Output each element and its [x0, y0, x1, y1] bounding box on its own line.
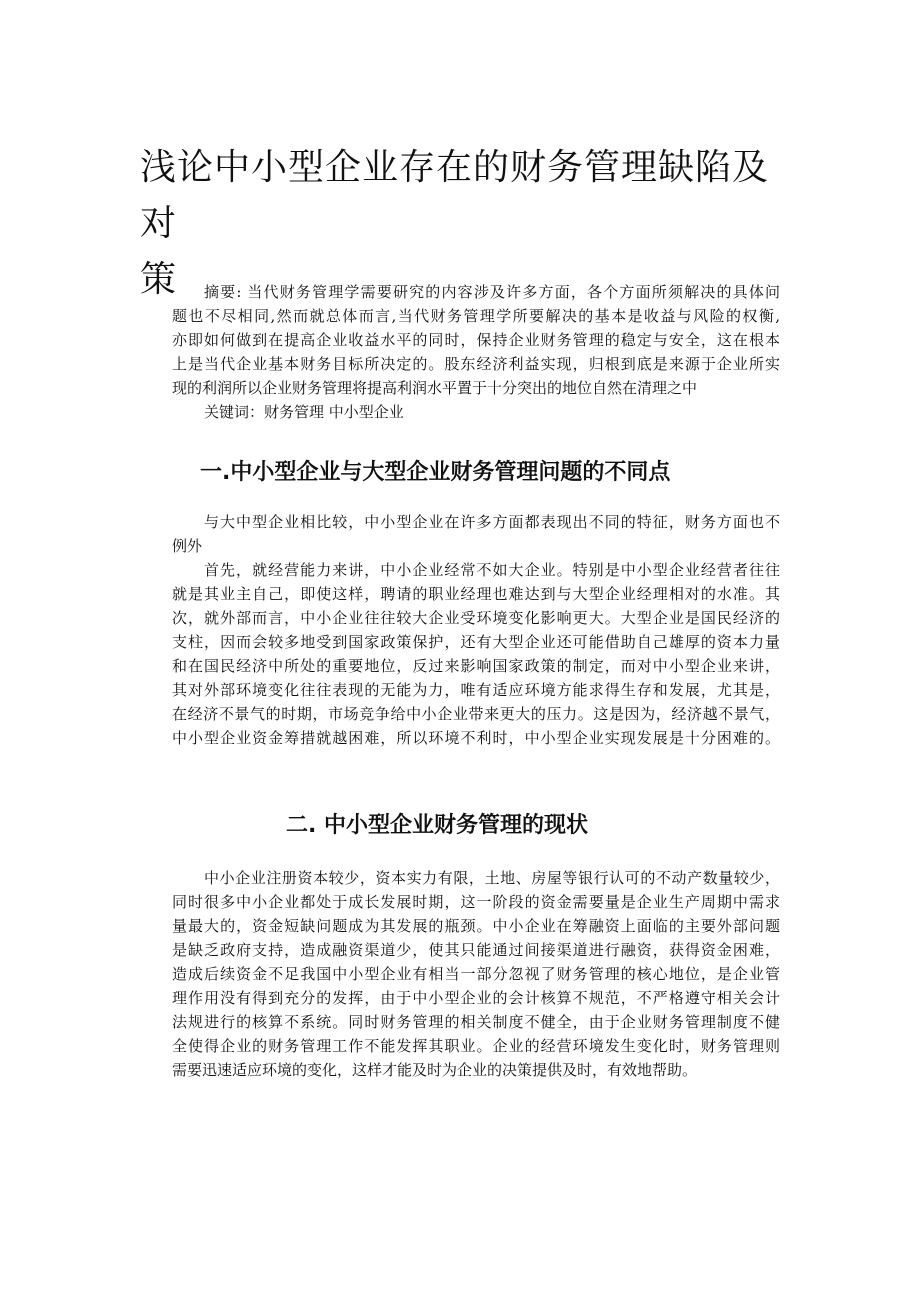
abstract-line: 现的利润所以企业财务管理将提高利润水平置于十分突出的地位自然在清理之中: [172, 379, 698, 397]
section-heading: 二. 中小型企业财务管理的现状: [286, 813, 589, 838]
title-line: 策: [140, 259, 178, 300]
abstract-line: 上是当代企业基本财务目标所决定的。股东经济利益实现，归根到底是来源于企业所实: [172, 355, 780, 373]
paragraph-line: 和在国民经济中所处的重要地位，反过来影响国家政策的制定，而对中小型企业来讲，: [172, 657, 780, 675]
abstract-line: 题也不尽相同,然而就总体而言,当代财务管理学所要解决的基本是收益与风险的权衡,: [172, 307, 780, 325]
paragraph-line: 量最大的，资金短缺问题成为其发展的瓶颈。中小企业在筹融资上面临的主要外部问题: [172, 917, 780, 935]
abstract: [172, 280, 780, 424]
paragraph-line: 法规进行的核算不系统。同时财务管理的相关制度不健全，由于企业财务管理制度不健: [172, 1013, 780, 1031]
paragraph-line: 与大中型企业相比较，中小型企业在许多方面都表现出不同的特征，财务方面也不: [204, 513, 780, 531]
paragraph-line: 造成后续资金不足我国中小型企业有相当一部分忽视了财务管理的核心地位，是企业管: [172, 965, 780, 983]
paragraph-line: 理作用没有得到充分的发挥，由于中小型企业的会计核算不规范，不严格遵守相关会计: [172, 989, 780, 1007]
abstract-line: 亦即如何做到在提高企业收益水平的同时，保持企业财务管理的稳定与安全，这在根本: [172, 331, 780, 349]
paragraph-line: 首先，就经营能力来讲，中小企业经常不如大企业。特别是中小型企业经营者往往: [204, 561, 780, 579]
paragraph-line: 是缺乏政府支持，造成融资渠道少，使其只能通过间接渠道进行融资，获得资金困难，: [172, 941, 780, 959]
paragraph-line: 中小企业注册资本较少，资本实力有限，土地、房屋等银行认可的不动产数量较少，: [204, 869, 780, 887]
keywords: 关键词：财务管理 中小型企业: [204, 403, 404, 421]
paragraph-line: 就是其业主自己，即使这样，聘请的职业经理也难达到与大型企业经理相对的水准。其: [172, 585, 780, 603]
paragraph-line: 其对外部环境变化往往表现的无能为力，唯有适应环境方能求得生存和发展，尤其是，: [172, 681, 780, 699]
section1-body: [172, 510, 780, 750]
title-line: 浅论中小型企业存在的财务管理缺陷及对: [140, 147, 770, 244]
section-heading: 一.中小型企业与大型企业财务管理问题的不同点: [200, 460, 671, 485]
paragraph-line: 同时很多中小企业都处于成长发展时期，这一阶段的资金需要量是企业生产周期中需求: [172, 893, 780, 911]
paragraph-line: 中小型企业资金筹措就越困难，所以环境不利时，中小型企业实现发展是十分困难的。: [172, 729, 780, 747]
paragraph-line: 支柱，因而会较多地受到国家政策保护，还有大型企业还可能借助自己雄厚的资本力量: [172, 633, 780, 651]
abstract-line: 摘要: 当代财务管理学需要研究的内容涉及许多方面，各个方面所须解决的具体问: [204, 283, 780, 301]
paragraph-line: 在经济不景气的时期，市场竞争给中小企业带来更大的压力。这是因为，经济越不景气，: [172, 705, 780, 723]
paragraph-line: 全使得企业的财务管理工作不能发挥其职业。企业的经营环境发生变化时，财务管理则: [172, 1037, 780, 1055]
paragraph-line: 次，就外部而言，中小企业往往较大企业受环境变化影响更大。大型企业是国民经济的: [172, 609, 780, 627]
paragraph-line: 例外: [172, 537, 203, 555]
paragraph-line: 需要迅速适应环境的变化，这样才能及时为企业的决策提供及时，有效地帮助。: [172, 1061, 698, 1079]
section2-body: [172, 866, 780, 1082]
